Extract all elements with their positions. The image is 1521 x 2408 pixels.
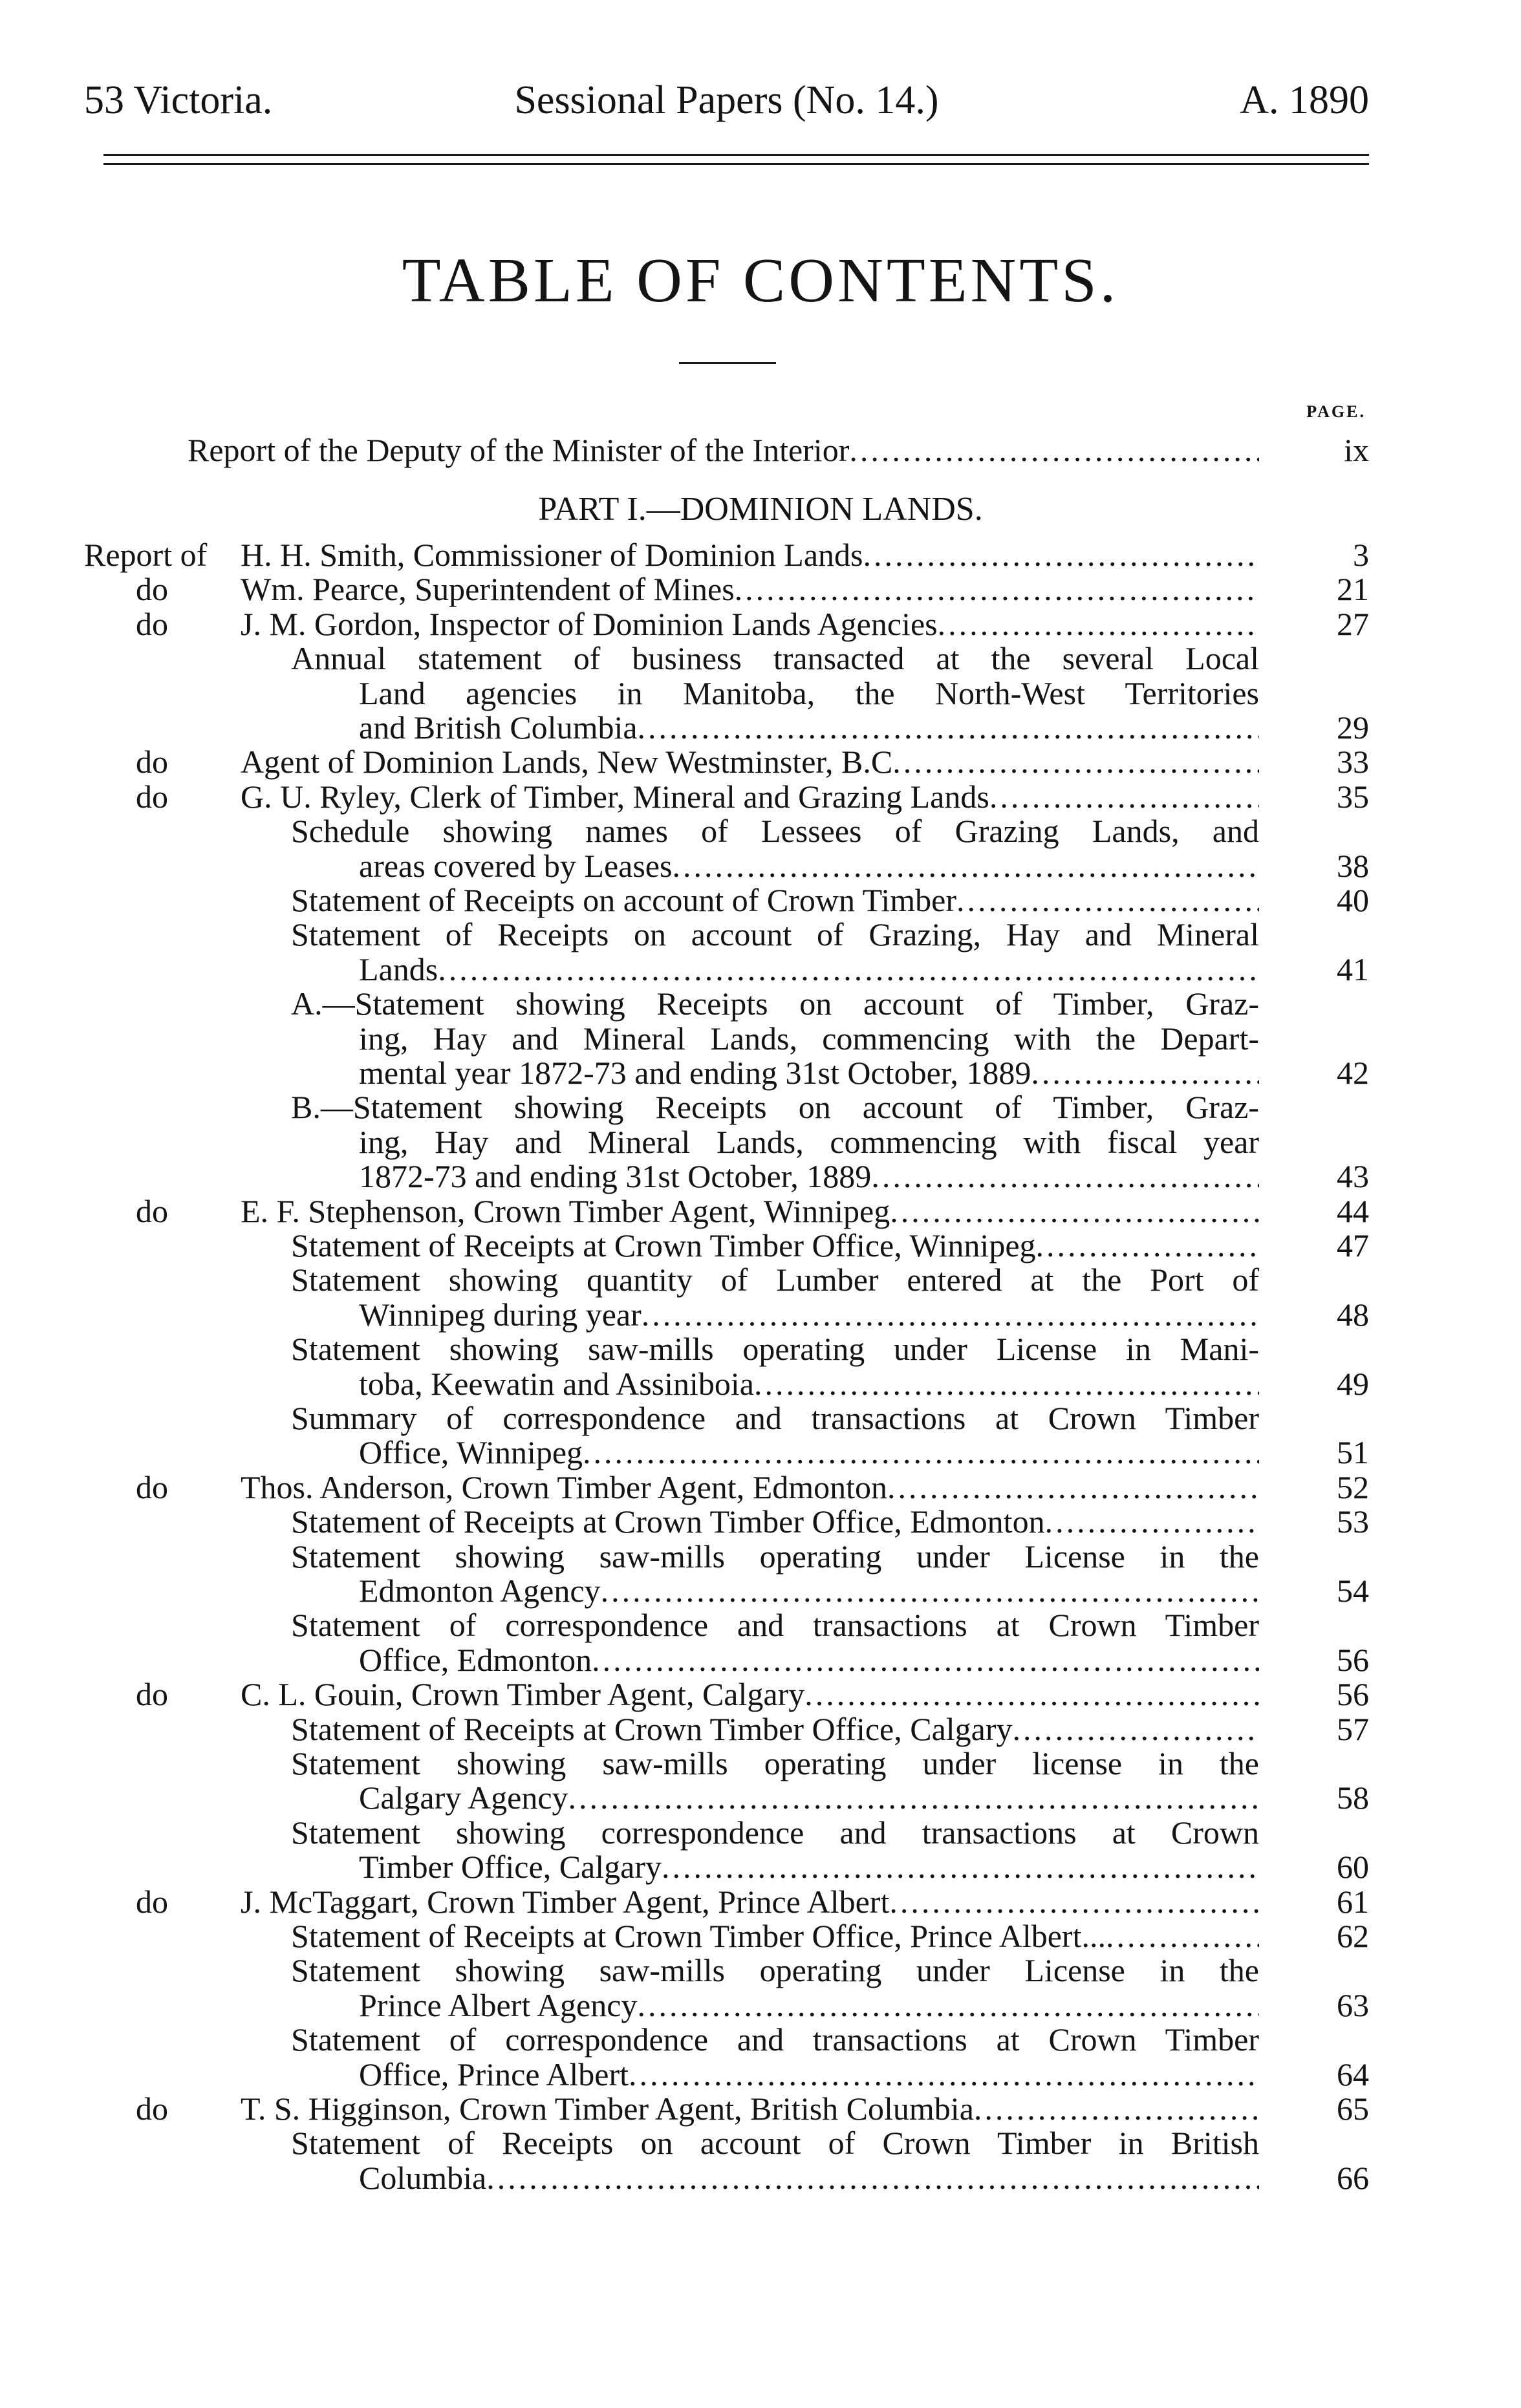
entry-prefix: do (136, 1676, 168, 1712)
page-title: TABLE OF CONTENTS. (402, 246, 1119, 316)
entry-title: Office, Edmonton (359, 1642, 592, 1678)
entry-page-number: 29 (1337, 709, 1369, 746)
entry-title: Statement showing saw-mills operating under license in the (291, 1745, 1259, 1781)
entry-line (241, 779, 1259, 815)
entry-line (291, 1745, 1259, 1781)
entry-title: B.—Statement showing Receipts on account of Timber, Graz- (291, 1089, 1259, 1125)
entry-title: Office, Prince Albert (359, 2056, 629, 2092)
entry-title: Land agencies in Manitoba, the North-West Territories (359, 675, 1259, 711)
entry-line (359, 1779, 1259, 1816)
entry-line (359, 1296, 1259, 1333)
header-rule-bottom (103, 163, 1369, 165)
dot-leader (629, 2056, 1259, 2092)
entry-title: Statement of correspondence and transactions at Crown Timber (291, 1607, 1259, 1643)
toc-entry (0, 1262, 1369, 1298)
entry-title: J. M. Gordon, Inspector of Dominion Lands Agencies (241, 606, 938, 642)
entry-page-number: 58 (1337, 1779, 1369, 1816)
dot-leader (583, 1434, 1259, 1470)
entry-page-number: 42 (1337, 1055, 1369, 1091)
toc-entry (0, 709, 1369, 746)
entry-page-number: 51 (1337, 1434, 1369, 1470)
entry-prefix: do (136, 571, 168, 607)
dot-leader (887, 1469, 1259, 1505)
entry-line (241, 1676, 1259, 1712)
entry-line (291, 640, 1259, 676)
entry-title: Statement of Receipts at Crown Timber Office, Prince Albert... (291, 1918, 1106, 1954)
entry-line (291, 813, 1259, 849)
entry-page-number: 48 (1337, 1296, 1369, 1333)
entry-page-number: 40 (1337, 882, 1369, 918)
entry-line (359, 2160, 1259, 2196)
entry-line (359, 1849, 1259, 1885)
entry-title: Report of the Deputy of the Minister of the Interior (188, 432, 850, 468)
entry-title: Statement of Receipts on account of Grazing, Hay and Mineral (291, 916, 1259, 952)
dot-leader (637, 1987, 1259, 2023)
entry-page-number: 64 (1337, 2056, 1369, 2092)
entry-line (359, 1642, 1259, 1678)
entry-line (291, 1089, 1259, 1125)
entry-prefix: do (136, 744, 168, 780)
toc-entry (0, 813, 1369, 849)
entry-page-number: 35 (1337, 779, 1369, 815)
toc-entry (0, 985, 1369, 1022)
entry-title: Statement showing quantity of Lumber entered at the Port of (291, 1262, 1259, 1298)
entry-prefix: do (136, 1193, 168, 1229)
entry-prefix: Report of (84, 537, 208, 573)
toc-entry (0, 1331, 1369, 1367)
entry-title: J. McTaggart, Crown Timber Agent, Prince Albert (241, 1884, 890, 1920)
entry-title: Winnipeg during year (359, 1296, 642, 1333)
entry-title: Schedule showing names of Lessees of Grazing Lands, and (291, 813, 1259, 849)
entry-title: toba, Keewatin and Assiniboia (359, 1366, 754, 1402)
entry-line (359, 675, 1259, 711)
dot-leader (1106, 1918, 1259, 1954)
entry-page-number: 66 (1337, 2160, 1369, 2196)
entry-page-number: 54 (1337, 1573, 1369, 1609)
entry-line (291, 1227, 1259, 1263)
entry-title: Statement of correspondence and transactions at Crown Timber (291, 2021, 1259, 2058)
entry-line (241, 1469, 1259, 1505)
entry-prefix: do (136, 1469, 168, 1505)
toc-entry (0, 1676, 1369, 1712)
entry-page-number: ix (1344, 432, 1369, 468)
toc-entry (0, 1089, 1369, 1125)
entry-page-number: 61 (1337, 1884, 1369, 1920)
entry-line (241, 1884, 1259, 1920)
entry-page-number: 49 (1337, 1366, 1369, 1402)
toc-entry (0, 640, 1369, 676)
entry-line (359, 709, 1259, 746)
toc-entry (0, 1366, 1369, 1402)
entry-line (359, 1158, 1259, 1194)
entry-line (291, 1503, 1259, 1540)
entry-page-number: 60 (1337, 1849, 1369, 1885)
entry-page-number: 3 (1353, 537, 1369, 573)
entry-page-number: 44 (1337, 1193, 1369, 1229)
dot-leader (1031, 1055, 1259, 1091)
entry-title: Office, Winnipeg (359, 1434, 583, 1470)
entry-page-number: 63 (1337, 1987, 1369, 2023)
entry-page-number: 53 (1337, 1503, 1369, 1540)
toc-entry (0, 1434, 1369, 1470)
entry-page-number: 57 (1337, 1711, 1369, 1747)
entry-page-number: 56 (1337, 1642, 1369, 1678)
toc-entry (0, 1020, 1369, 1057)
entry-line (359, 1987, 1259, 2023)
dot-leader (804, 1676, 1259, 1712)
entry-line (291, 1918, 1259, 1954)
toc-entry (0, 1193, 1369, 1229)
entry-title: E. F. Stephenson, Crown Timber Agent, Winnipeg (241, 1193, 890, 1229)
entry-page-number: 47 (1337, 1227, 1369, 1263)
dot-leader (889, 1884, 1259, 1920)
entry-title: Annual statement of business transacted at the several Local (291, 640, 1259, 676)
dot-leader (592, 1642, 1259, 1678)
toc-entry (0, 1124, 1369, 1160)
entry-title: Edmonton Agency (359, 1573, 601, 1609)
entry-line (291, 1262, 1259, 1298)
toc-entry (0, 1849, 1369, 1885)
dot-leader (974, 2091, 1259, 2127)
dot-leader (735, 571, 1259, 607)
toc-entry (0, 1158, 1369, 1194)
dot-leader (662, 1849, 1259, 1885)
entry-page-number: 65 (1337, 2091, 1369, 2127)
entry-line (359, 1573, 1259, 1609)
dot-leader (989, 779, 1259, 815)
toc-entry (0, 1745, 1369, 1781)
page-column-label: PAGE. (1306, 402, 1366, 421)
entry-line (291, 1814, 1259, 1851)
toc-entry (0, 1711, 1369, 1747)
toc-entry (0, 2056, 1369, 2092)
entry-title: Timber Office, Calgary (359, 1849, 662, 1885)
entry-title: Statement showing saw-mills operating under License in the (291, 1952, 1259, 1988)
dot-leader (638, 709, 1259, 746)
entry-line (291, 1952, 1259, 1988)
toc-entry (0, 1055, 1369, 1091)
entry-line (291, 985, 1259, 1022)
entry-prefix: do (136, 1884, 168, 1920)
entry-line (291, 916, 1259, 952)
header-rule-top (103, 154, 1369, 156)
dot-leader (438, 951, 1259, 987)
entry-title: Statement of Receipts on account of Crown Timber in British (291, 2125, 1259, 2161)
entry-line (241, 744, 1259, 780)
dot-leader (568, 1779, 1259, 1816)
toc-entry (0, 1296, 1369, 1333)
toc-entry (0, 606, 1369, 642)
entry-line (359, 1434, 1259, 1470)
entry-title: Agent of Dominion Lands, New Westminster, B.C (241, 744, 893, 780)
entry-title: Statement showing saw-mills operating under License in the (291, 1538, 1259, 1575)
entry-title: areas covered by Leases (359, 848, 673, 884)
entry-title: T. S. Higginson, Crown Timber Agent, British Columbia (241, 2091, 974, 2127)
entry-title: Calgary Agency (359, 1779, 568, 1816)
entry-title: 1872-73 and ending 31st October, 1889 (359, 1158, 872, 1194)
entry-title: H. H. Smith, Commissioner of Dominion Lands (241, 537, 863, 573)
entry-line (291, 2021, 1259, 2058)
entry-line (291, 1538, 1259, 1575)
toc-entry (0, 1918, 1369, 1954)
entry-title: Statement of Receipts on account of Crown Timber (291, 882, 957, 918)
dot-leader (938, 606, 1259, 642)
entry-title: C. L. Gouin, Crown Timber Agent, Calgary (241, 1676, 805, 1712)
header-publication: Sessional Papers (No. 14.) (514, 78, 939, 122)
entry-page-number: 43 (1337, 1158, 1369, 1194)
toc-entry (0, 675, 1369, 711)
entry-page-number: 27 (1337, 606, 1369, 642)
entry-line (359, 2056, 1259, 2092)
entry-line (359, 951, 1259, 987)
page-header (84, 78, 1369, 136)
toc-entry (0, 2021, 1369, 2058)
toc-entry (0, 2091, 1369, 2127)
dot-leader (863, 537, 1260, 573)
toc-entry (0, 432, 1369, 468)
entry-page-number: 21 (1337, 571, 1369, 607)
toc-entry (0, 1503, 1369, 1540)
entry-title: A.—Statement showing Receipts on account of Timber, Graz- (291, 985, 1259, 1022)
entry-title: Statement of Receipts at Crown Timber Office, Calgary (291, 1711, 1013, 1747)
entry-line (241, 537, 1259, 573)
entry-title: Columbia (359, 2160, 487, 2196)
entry-prefix: do (136, 779, 168, 815)
toc-entry (0, 1884, 1369, 1920)
entry-line (291, 882, 1259, 918)
toc-entry (0, 882, 1369, 918)
dot-leader (871, 1158, 1259, 1194)
toc-entry (0, 916, 1369, 952)
entry-line (359, 1366, 1259, 1402)
toc-entry (0, 1952, 1369, 1988)
toc-entry (0, 1400, 1369, 1436)
title-divider (679, 362, 776, 364)
toc-entry (0, 1538, 1369, 1575)
dot-leader (672, 848, 1259, 884)
dot-leader (486, 2160, 1259, 2196)
toc-entry (0, 1469, 1369, 1505)
entry-title: and British Columbia (359, 709, 638, 746)
dot-leader (642, 1296, 1259, 1333)
entry-line (359, 1055, 1259, 1091)
entry-page-number: 38 (1337, 848, 1369, 884)
toc-entry (0, 779, 1369, 815)
toc-entry (0, 2160, 1369, 2196)
entry-line (359, 1124, 1259, 1160)
entry-title: Summary of correspondence and transactions at Crown Timber (291, 1400, 1259, 1436)
dot-leader (849, 432, 1259, 468)
entry-title: Statement of Receipts at Crown Timber Office, Edmonton (291, 1503, 1045, 1540)
entry-page-number: 56 (1337, 1676, 1369, 1712)
dot-leader (1013, 1711, 1259, 1747)
dot-leader (1036, 1227, 1259, 1263)
entry-page-number: 52 (1337, 1469, 1369, 1505)
toc-entry (0, 1573, 1369, 1609)
entry-title: Lands (359, 951, 438, 987)
toc-entry (0, 1987, 1369, 2023)
entry-line (291, 2125, 1259, 2161)
toc-entry (0, 744, 1369, 780)
dot-leader (1045, 1503, 1259, 1540)
toc-entry (0, 537, 1369, 573)
entry-line (359, 848, 1259, 884)
entry-prefix: do (136, 2091, 168, 2127)
toc-entry (0, 1814, 1369, 1851)
dot-leader (890, 1193, 1259, 1229)
entry-title: ing, Hay and Mineral Lands, commencing with the Depart- (359, 1020, 1259, 1057)
entry-line (241, 1193, 1259, 1229)
toc-entry (0, 1227, 1369, 1263)
toc-entry (0, 848, 1369, 884)
entry-prefix: do (136, 606, 168, 642)
entry-title: Thos. Anderson, Crown Timber Agent, Edmonton (241, 1469, 888, 1505)
entry-line (291, 1400, 1259, 1436)
entry-page-number: 33 (1337, 744, 1369, 780)
dot-leader (754, 1366, 1259, 1402)
entry-title: ing, Hay and Mineral Lands, commencing with fiscal year (359, 1124, 1259, 1160)
entry-page-number: 41 (1337, 951, 1369, 987)
entry-title: Wm. Pearce, Superintendent of Mines (241, 571, 735, 607)
entry-title: Statement of Receipts at Crown Timber Office, Winnipeg (291, 1227, 1036, 1263)
toc-entry (0, 571, 1369, 607)
entry-title: G. U. Ryley, Clerk of Timber, Mineral and Grazing Lands (241, 779, 989, 815)
entry-line (188, 432, 1259, 468)
entry-line (241, 571, 1259, 607)
header-year: A. 1890 (1240, 78, 1369, 122)
header-session: 53 Victoria. (84, 78, 273, 122)
entry-line (359, 1020, 1259, 1057)
entry-page-number: 62 (1337, 1918, 1369, 1954)
dot-leader (956, 882, 1259, 918)
dot-leader (892, 744, 1259, 780)
entry-line (241, 606, 1259, 642)
entry-line (241, 2091, 1259, 2127)
entry-line (291, 1711, 1259, 1747)
entry-title: Statement showing correspondence and transactions at Crown (291, 1814, 1259, 1851)
toc-entry (0, 1779, 1369, 1816)
entry-line (291, 1331, 1259, 1367)
entry-line (291, 1607, 1259, 1643)
entry-title: mental year 1872-73 and ending 31st October, 1889 (359, 1055, 1031, 1091)
toc-entry (0, 1642, 1369, 1678)
entry-title: Prince Albert Agency (359, 1987, 638, 2023)
entry-title: Statement showing saw-mills operating under License in Mani- (291, 1331, 1259, 1367)
dot-leader (601, 1573, 1259, 1609)
part-heading: PART I.—DOMINION LANDS. (538, 491, 983, 528)
toc-entry (0, 1607, 1369, 1643)
toc-entry (0, 951, 1369, 987)
toc-entry (0, 2125, 1369, 2161)
